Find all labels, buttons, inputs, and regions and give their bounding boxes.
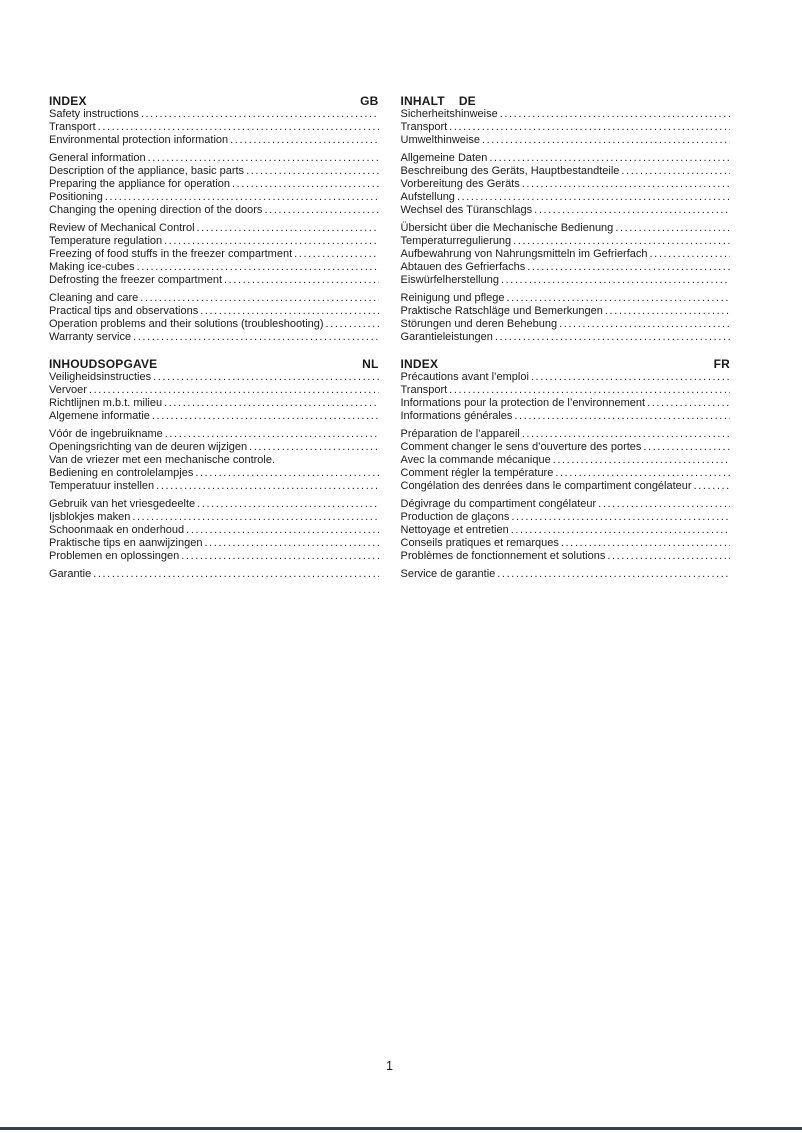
dot-leader [138,292,378,305]
dot-leader [509,511,730,524]
toc-item [401,454,731,467]
dot-leader [163,428,379,441]
toc-item-label: Allgemeine Daten [400,152,488,164]
dot-leader [512,410,730,423]
dot-leader [222,274,378,287]
dot-leader [150,410,379,423]
dot-leader [495,568,730,581]
toc-item [49,235,379,248]
toc-item [49,178,379,191]
toc-item-label: Sicherheitshinweise [400,108,498,120]
toc-group [49,568,379,581]
toc-item [401,178,731,191]
toc-item [49,261,379,274]
toc-item-label: Praktische Ratschläge und Bemerkungen [400,305,603,317]
toc-item [401,204,731,217]
dot-leader [262,204,378,217]
toc-item [401,384,731,397]
dot-leader [324,318,379,331]
toc-item [401,108,731,121]
toc-item [49,121,379,134]
toc-item-label: Informations générales [400,410,513,422]
dot-leader [525,261,730,274]
toc-item-label: Précautions avant l’emploi [400,371,529,383]
dot-leader [648,248,730,261]
toc-item-label: Ijsblokjes maken [49,511,131,523]
toc-header-fr [401,358,731,371]
dot-leader [162,235,378,248]
toc-item [49,428,379,441]
toc-item-label: Gebruik van het vriesgedeelte [49,498,196,510]
dot-leader [202,537,378,550]
toc-item-label: Reinigung und pflege [400,292,505,304]
toc-header-gb [49,95,379,108]
dot-leader [480,134,730,147]
dot-leader [139,108,379,121]
toc-item-label: Abtauen des Gefrierfachs [400,261,526,273]
toc-item [401,165,731,178]
toc-item-label: Operation problems and their solutions (troubleshooting) [49,318,324,330]
toc-item-label: Beschreibung des Geräts, Hauptbestandteile [400,165,620,177]
toc-column-gb [49,95,379,344]
dot-leader [498,108,730,121]
toc-group [49,498,379,563]
toc-column-fr [401,358,731,581]
toc-group [49,152,379,217]
toc-item [401,121,731,134]
dot-leader [692,480,730,493]
toc-item [49,204,379,217]
toc-item [49,550,379,563]
toc-item-label: Environmental protection information [49,134,229,146]
toc-item-label: Problemen en oplossingen [49,550,180,562]
dot-leader [596,498,730,511]
toc-item-label: Review of Mechanical Control [49,222,195,234]
toc-item [49,108,379,121]
toc-item [49,441,379,454]
toc-item [49,537,379,550]
dot-leader [613,222,730,235]
dot-leader [447,384,730,397]
toc-item [401,371,731,384]
toc-item-label: Problèmes de fonctionnement et solutions [400,550,606,562]
toc-item [401,511,731,524]
toc-item-label: Übersicht über die Mechanische Bedienung [400,222,614,234]
dot-leader [195,498,378,511]
toc-item [401,134,731,147]
toc-item-label: Preparing the appliance for operation [49,178,231,190]
toc-item-label: Practical tips and observations [49,305,199,317]
dot-leader [135,261,379,274]
toc-language-code: NL [362,357,379,371]
toc-item [401,441,731,454]
dot-leader [520,178,730,191]
toc-header-de [401,95,731,108]
dot-leader [184,524,378,537]
toc-item-label: Schoonmaak en onderhoud [49,524,185,536]
toc-item-label: Aufstellung [400,191,455,203]
toc-item [401,222,731,235]
toc-group [401,428,731,493]
toc-item [401,331,731,344]
toc-item-label: Dégivrage du compartiment congélateur [400,498,597,510]
dot-leader [96,121,379,134]
toc-item-label: Algemene informatie [49,410,150,422]
toc-item-label: Production de glaçons [400,511,510,523]
toc-item-label: Congélation des denrées dans le compartiment congélateur [400,480,692,492]
toc-item [401,428,731,441]
toc-item [49,165,379,178]
toc-item-label: Transport [49,121,96,133]
dot-leader [447,121,730,134]
dot-leader [529,371,730,384]
toc-item [401,480,731,493]
dot-leader [146,152,379,165]
toc-group [401,152,731,217]
toc-item-label: Changing the opening direction of the doors [49,204,263,216]
dot-leader [509,524,730,537]
toc-item-label: Störungen und deren Behebung [400,318,558,330]
toc-item-label: Positioning [49,191,103,203]
toc-item [49,292,379,305]
dot-leader [520,428,730,441]
toc-item-label: Vorbereitung des Geräts [400,178,520,190]
bottom-rule [0,1127,802,1130]
toc-group [49,108,379,147]
toc-item [401,397,731,410]
toc-item-label: Freezing of food stuffs in the freezer compartment [49,248,293,260]
toc-header-nl [49,358,379,371]
dot-leader [511,235,730,248]
toc-item-label: Richtlijnen m.b.t. milieu [49,397,163,409]
toc-item [401,152,731,165]
toc-item [401,467,731,480]
toc-item-label: Transport [400,384,448,396]
toc-item-label: Praktische tips en aanwijzingen [49,537,203,549]
toc-item [401,191,731,204]
toc-content [49,95,730,581]
toc-item-label: Veiligheidsinstructies [49,371,152,383]
dot-leader [499,274,730,287]
toc-item [49,152,379,165]
dot-leader [292,248,378,261]
dot-leader [193,467,378,480]
dot-leader [91,568,378,581]
toc-item [401,261,731,274]
dot-leader [247,441,378,454]
dot-leader [605,550,730,563]
dot-leader [551,454,730,467]
toc-item-label: Cleaning and care [49,292,139,304]
toc-item-label: Safety instructions [49,108,139,120]
toc-item-label: Service de garantie [400,568,496,580]
toc-item [401,550,731,563]
toc-item [49,568,379,581]
toc-group [401,292,731,344]
dot-leader [553,467,730,480]
toc-item-label: Transport [400,121,448,133]
toc-item-label: Umwelthinweise [400,134,480,146]
toc-item-label: Avec la commande mécanique [400,454,551,466]
toc-item-label: Vervoer [49,384,87,396]
toc-item-label: Garantieleistungen [400,331,493,343]
toc-item-label: Description of the appliance, basic parts [49,165,245,177]
toc-item [49,511,379,524]
toc-item [49,454,379,467]
toc-group [49,428,379,493]
dot-leader [557,318,730,331]
toc-item-label: Wechsel des Türanschlags [400,204,533,216]
dot-leader [559,537,730,550]
dot-leader [198,305,378,318]
dot-leader [179,550,378,563]
dot-leader [228,134,378,147]
toc-item-label: Préparation de l’appareil [400,428,520,440]
toc-item [401,410,731,423]
toc-item [401,292,731,305]
toc-item [49,274,379,287]
toc-item-label: Van de vriezer met een mechanische controle. [49,454,276,466]
toc-item [49,305,379,318]
toc-item [49,248,379,261]
toc-item [49,384,379,397]
toc-title: INHALT [400,94,445,108]
toc-group [49,292,379,344]
dot-leader [645,397,730,410]
dot-leader [619,165,730,178]
page-number: 1 [386,1059,393,1073]
dot-leader [244,165,378,178]
toc-item [49,331,379,344]
dot-leader [455,191,730,204]
dot-leader [493,331,730,344]
toc-item [401,537,731,550]
dot-leader [131,331,378,344]
toc-item [49,397,379,410]
toc-item-label: Openingsrichting van de deuren wijzigen [49,441,248,453]
toc-title: INHOUDSOPGAVE [49,357,158,371]
dot-leader [151,371,378,384]
toc-title: INDEX [49,94,87,108]
toc-item-label: General information [49,152,146,164]
toc-item-label: Comment régler la température [400,467,554,479]
toc-item-label: Vóór de ingebruikname [49,428,163,440]
toc-item [49,318,379,331]
toc-language-code: DE [458,94,476,108]
dot-leader [603,305,730,318]
toc-group [49,371,379,423]
toc-section-nl-fr [49,358,730,581]
toc-item-label: Eiswürfelherstellung [400,274,499,286]
toc-column-nl [49,358,379,581]
dot-leader [87,384,379,397]
toc-title: INDEX [400,357,439,371]
toc-item [401,274,731,287]
toc-item [49,134,379,147]
dot-leader [130,511,378,524]
toc-column-de [401,95,731,344]
toc-group [49,222,379,287]
dot-leader [154,480,378,493]
toc-item [49,191,379,204]
dot-leader [504,292,730,305]
toc-item-label: Nettoyage et entretien [400,524,509,536]
toc-item [401,318,731,331]
toc-item-label: Conseils pratiques et remarques [400,537,559,549]
toc-item-label: Warranty service [49,331,132,343]
toc-item-label: Garantie [49,568,92,580]
dot-leader [103,191,379,204]
dot-leader [641,441,730,454]
toc-item [49,371,379,384]
toc-item-label: Aufbewahrung von Nahrungsmitteln im Gefrierfach [400,248,648,260]
toc-item [49,480,379,493]
toc-item [401,498,731,511]
toc-item [401,235,731,248]
toc-item [401,524,731,537]
toc-item-label: Temperatuur instellen [49,480,155,492]
toc-group [401,108,731,147]
toc-item-label: Making ice-cubes [49,261,135,273]
toc-language-code: GB [360,94,379,108]
dot-leader [162,397,378,410]
dot-leader [532,204,730,217]
toc-item-label: Informations pour la protection de l’environnement [400,397,646,409]
toc-item [401,305,731,318]
toc-section-gb-de [49,95,730,344]
toc-item-label: Bediening en controlelampjes [49,467,194,479]
toc-item-label: Comment changer le sens d’ouverture des portes [400,441,642,453]
dot-leader [195,222,379,235]
toc-item [49,524,379,537]
dot-leader [487,152,730,165]
toc-group [401,371,731,423]
toc-item [49,222,379,235]
toc-item [401,248,731,261]
toc-language-code: FR [713,357,730,371]
toc-item-label: Temperature regulation [49,235,163,247]
dot-leader [230,178,378,191]
toc-group [401,222,731,287]
toc-item [49,467,379,480]
toc-item [401,568,731,581]
toc-item-label: Temperaturregulierung [400,235,512,247]
toc-group [401,498,731,563]
toc-item-label: Defrosting the freezer compartment [49,274,223,286]
toc-group [401,568,731,581]
toc-item [49,410,379,423]
toc-item [49,498,379,511]
